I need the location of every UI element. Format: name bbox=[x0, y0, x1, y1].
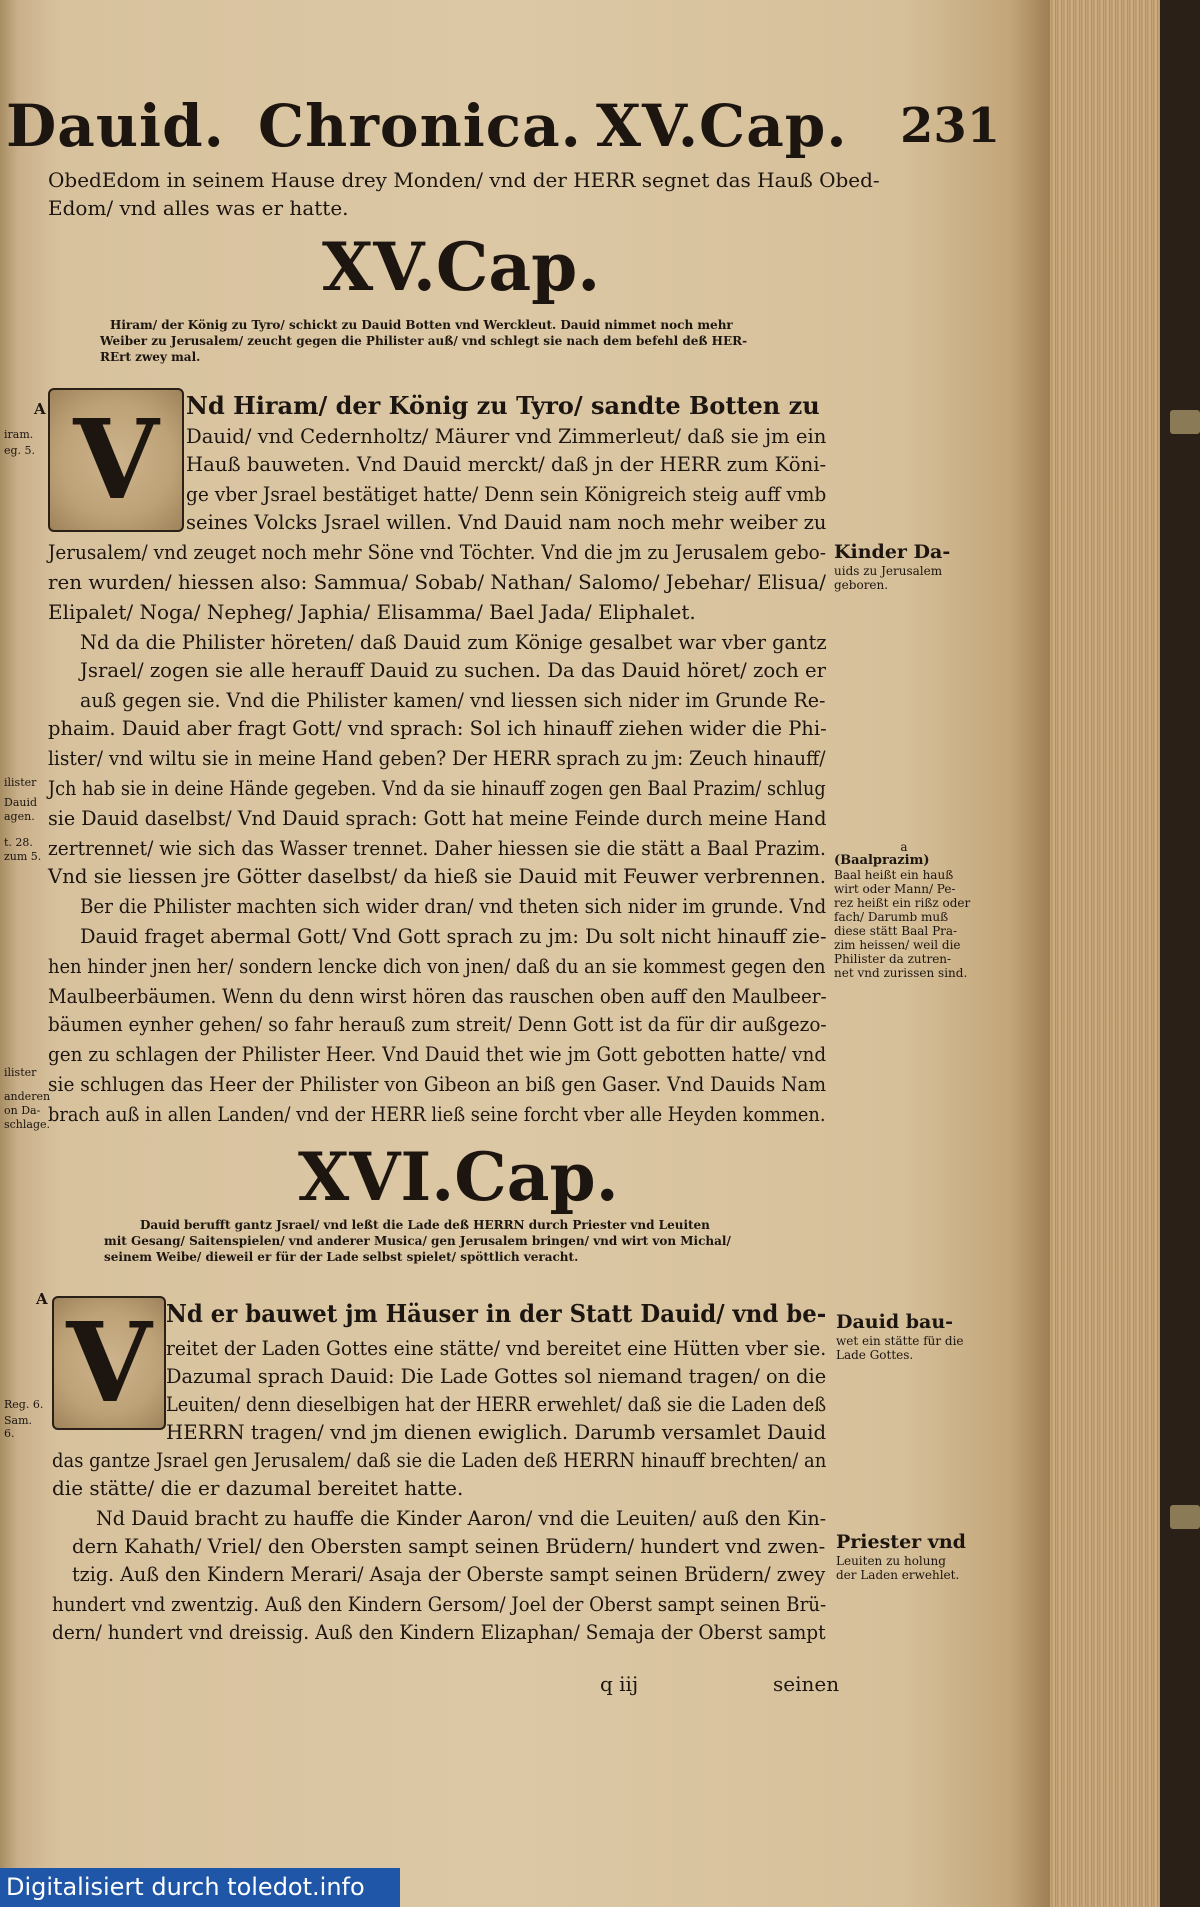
header-book-name: Dauid. bbox=[6, 92, 225, 160]
chapter-16-text-line: Nd Dauid bracht zu hauffe die Kinder Aaron/ vnd die Leuiten/ auß den Kin- bbox=[96, 1506, 827, 1530]
decorated-initial: V bbox=[52, 1296, 166, 1430]
left-margin-fragment: Dauid bbox=[4, 796, 38, 809]
signature-mark: q iij bbox=[600, 1672, 639, 1696]
chapter-16-text-line: dern Kahath/ Vriel/ den Obersten sampt seinen Brüdern/ hundert vnd zwen- bbox=[72, 1534, 826, 1558]
binding-shadow bbox=[1160, 0, 1200, 1907]
left-margin-fragment: Reg. 6. bbox=[4, 1398, 44, 1411]
chapter-15-text-line: hen hinder jnen her/ sondern lencke dich von jnen/ daß du an sie kommest gegen den bbox=[48, 954, 826, 978]
chapter-15-text-line: sie schlugen das Heer der Philister von Gibeon an biß gen Gaser. Vnd Dauids Nam bbox=[48, 1072, 827, 1096]
decorated-initial: V bbox=[48, 388, 184, 532]
chapter-15-text-line: bäumen eynher gehen/ so fahr herauß zum streit/ Denn Gott ist da für dir außgezo- bbox=[48, 1012, 827, 1036]
left-margin-fragment: ilister bbox=[4, 776, 37, 789]
left-margin-fragment: on Da- bbox=[4, 1104, 41, 1117]
header-title: Chronica. bbox=[258, 92, 582, 160]
chapter-15-title: XV.Cap. bbox=[322, 228, 601, 306]
chapter-16-text-line: hundert vnd zwentzig. Auß den Kindern Gersom/ Joel der Oberst sampt seinen Brü- bbox=[52, 1592, 827, 1616]
chapter-16-text-line: HERRN tragen/ vnd jm dienen ewiglich. Darumb versamlet Dauid bbox=[166, 1420, 827, 1444]
section-marker: A bbox=[36, 1290, 48, 1308]
left-margin-fragment: agen. bbox=[4, 810, 35, 823]
chapter-15-text-line: Maulbeerbäumen. Wenn du denn wirst hören das rauschen oben auff den Maulbeer- bbox=[48, 984, 827, 1008]
left-margin-fragment: anderen bbox=[4, 1090, 51, 1103]
chapter-16-summary: seinem Weibe/ dieweil er für der Lade selbst spielet/ spöttlich veracht. bbox=[104, 1250, 579, 1264]
chapter-15-text-line: Elipalet/ Noga/ Nepheg/ Japhia/ Elisamma/ Bael Jada/ Eliphalet. bbox=[48, 600, 696, 624]
chapter-15-text-line: ge vber Jsrael bestätiget hatte/ Denn sein Königreich steig auff vmb bbox=[186, 482, 827, 506]
chapter-15-text-line: Jsrael/ zogen sie alle herauff Dauid zu suchen. Da das Dauid höret/ zoch er bbox=[80, 658, 827, 682]
chapter-15-text-line: Vnd sie liessen jre Götter daselbst/ da hieß sie Dauid mit Feuwer verbrennen. bbox=[48, 864, 826, 888]
chapter-15-text-line: phaim. Dauid aber fragt Gott/ vnd sprach: Sol ich hinauff ziehen wider die Phi- bbox=[48, 716, 827, 740]
margin-note-kinder: Kinder Da- uids zu Jerusalem geboren. bbox=[834, 541, 951, 592]
chapter-15-text-line: Dauid/ vnd Cedernholtz/ Mäurer vnd Zimmerleut/ daß sie jm ein bbox=[186, 424, 827, 448]
chapter-15-summary: Hiram/ der König zu Tyro/ schickt zu Dauid Botten vnd Werckleut. Dauid nimmet noch mehr bbox=[110, 318, 733, 332]
chapter-16-text-line: dern/ hundert vnd dreissig. Auß den Kindern Elizaphan/ Semaja der Oberst sampt bbox=[52, 1620, 826, 1644]
chapter-15-text-line: seines Volcks Jsrael willen. Vnd Dauid nam noch mehr weiber zu bbox=[186, 510, 827, 534]
left-margin-fragment: zum 5. bbox=[4, 850, 42, 863]
chapter-15-text-line: Jch hab sie in deine Hände gegeben. Vnd da sie hinauff zogen gen Baal Prazim/ schlug bbox=[48, 776, 826, 800]
chapter-15-text-line: Hauß bauweten. Vnd Dauid merckt/ daß jn der HERR zum Köni- bbox=[186, 452, 827, 476]
chapter-15-summary: Weiber zu Jerusalem/ zeucht gegen die Philister auß/ vnd schlegt sie nach dem befehl deß HER- bbox=[100, 334, 748, 348]
section-marker: A bbox=[34, 400, 46, 418]
chapter-16-summary: mit Gesang/ Saitenspielen/ vnd anderer Musica/ gen Jerusalem bringen/ vnd wirt von Michal/ bbox=[104, 1234, 731, 1248]
page-number: 231 bbox=[900, 98, 1001, 154]
chapter-16-text-line: Nd er bauwet jm Häuser in der Statt Dauid/ vnd be- bbox=[166, 1299, 827, 1328]
clasp-bottom bbox=[1170, 1505, 1200, 1529]
left-margin-fragment: eg. 5. bbox=[4, 444, 36, 457]
left-margin-fragment: Sam. 6. bbox=[4, 1414, 33, 1440]
left-margin-fragment: schlage. bbox=[4, 1118, 51, 1131]
margin-note-dauid-bau: Dauid bau- wet ein stätte für die Lade Gottes. bbox=[836, 1311, 964, 1362]
chapter-15-text-line: zertrennet/ wie sich das Wasser trennet. Daher hiessen sie die stätt a Baal Prazim. bbox=[48, 836, 826, 860]
catchword: seinen bbox=[773, 1672, 840, 1696]
margin-note-priester: Priester vnd Leuiten zu holung der Laden erwehlet. bbox=[836, 1531, 966, 1582]
chapter-15-text-line: Nd da die Philister höreten/ daß Dauid zum Könige gesalbet war vber gantz bbox=[80, 630, 827, 654]
chapter-15-text-line: Nd Hiram/ der König zu Tyro/ sandte Botten zu bbox=[186, 391, 820, 420]
chapter-16-text-line: tzig. Auß den Kindern Merari/ Asaja der Oberste sampt seinen Brüdern/ zwey bbox=[72, 1562, 826, 1586]
chapter-15-text-line: Jerusalem/ vnd zeuget noch mehr Söne vnd Töchter. Vnd die jm zu Jerusalem gebo- bbox=[48, 540, 826, 564]
chapter-16-text-line: die stätte/ die er dazumal bereitet hatte. bbox=[52, 1476, 464, 1500]
chapter-16-text-line: Dazumal sprach Dauid: Die Lade Gottes sol niemand tragen/ on die bbox=[166, 1364, 827, 1388]
chapter-15-text-line: Dauid fraget abermal Gott/ Vnd Gott sprach zu jm: Du solt nicht hinauff zie- bbox=[80, 924, 827, 948]
clasp-top bbox=[1170, 410, 1200, 434]
chapter-16-text-line: Leuiten/ denn dieselbigen hat der HERR erwehlet/ daß sie die Laden deß bbox=[166, 1392, 827, 1416]
chapter-15-text-line: sie Dauid daselbst/ Vnd Dauid sprach: Gott hat meine Feinde durch meine Hand bbox=[48, 806, 827, 830]
intro-line: Edom/ vnd alles was er hatte. bbox=[48, 196, 349, 220]
chapter-15-text-line: lister/ vnd wiltu sie in meine Hand geben? Der HERR sprach zu jm: Zeuch hinauff/ bbox=[48, 746, 826, 770]
chapter-15-text-line: brach auß in allen Landen/ vnd der HERR ließ seine forcht vber alle Heyden kommen. bbox=[48, 1102, 826, 1126]
digitization-credit: Digitalisiert durch toledot.info bbox=[0, 1868, 400, 1907]
chapter-15-text-line: Ber die Philister machten sich wider dran/ vnd theten sich nider im grunde. Vnd bbox=[80, 894, 827, 918]
left-margin-fragment: ilister bbox=[4, 1066, 37, 1079]
chapter-16-text-line: reitet der Laden Gottes eine stätte/ vnd bereitet eine Hütten vber sie. bbox=[166, 1336, 827, 1360]
chapter-16-summary: Dauid berufft gantz Jsrael/ vnd leßt die Lade deß HERRN durch Priester vnd Leuiten bbox=[140, 1218, 710, 1232]
header-chapter: XV.Cap. bbox=[596, 92, 848, 160]
chapter-15-text-line: auß gegen sie. Vnd die Philister kamen/ vnd liessen sich nider im Grunde Re- bbox=[80, 688, 826, 712]
chapter-16-title: XVI.Cap. bbox=[298, 1138, 619, 1216]
left-margin-fragment: iram. bbox=[4, 428, 34, 441]
chapter-15-text-line: gen zu schlagen der Philister Heer. Vnd Dauid thet wie jm Gott gebotten hatte/ vnd bbox=[48, 1042, 827, 1066]
intro-line: ObedEdom in seinem Hause drey Monden/ vnd der HERR segnet das Hauß Obed- bbox=[48, 168, 880, 192]
left-margin-fragment: t. 28. bbox=[4, 836, 33, 849]
chapter-16-text-line: das gantze Jsrael gen Jerusalem/ daß sie die Laden deß HERRN hinauff brechten/ an bbox=[52, 1448, 827, 1472]
chapter-15-summary: RErt zwey mal. bbox=[100, 350, 201, 364]
chapter-15-text-line: ren wurden/ hiessen also: Sammua/ Sobab/ Nathan/ Salomo/ Jebehar/ Elisua/ bbox=[48, 570, 826, 594]
page-edges bbox=[1050, 0, 1160, 1907]
margin-note-baalprazim: a (Baalprazim) Baal heißt ein hauß wirt oder Mann/ Pe- rez heißt ein rißz oder fach/ Darumb muß diese stätt Baal Pra- zim heissen/ weil die Philister da zutren- net vnd zurissen sind. bbox=[834, 840, 971, 980]
